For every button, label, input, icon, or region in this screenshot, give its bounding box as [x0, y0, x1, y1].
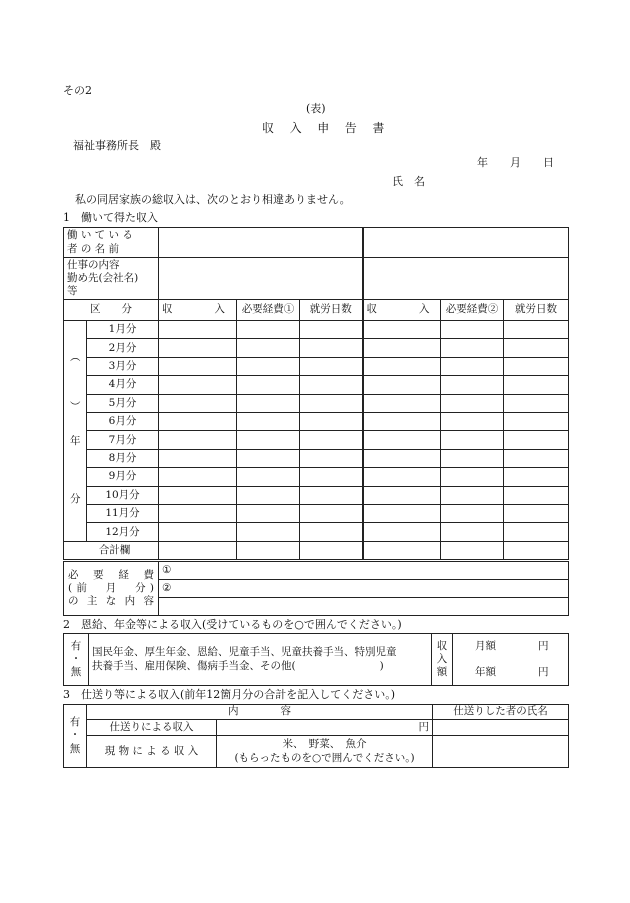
month-label: 8月分	[87, 449, 159, 467]
days-cell-a[interactable]	[300, 431, 363, 449]
income-cell-b[interactable]	[363, 486, 441, 504]
allowance-table	[63, 704, 569, 768]
income-cell-b[interactable]	[363, 394, 441, 412]
month-label: 2月分	[87, 339, 159, 357]
job-label	[64, 258, 159, 300]
yearly-amount-field[interactable]: 年額 円	[453, 660, 569, 686]
income-cell-a[interactable]	[159, 413, 237, 431]
expense-cell-a[interactable]	[237, 339, 300, 357]
month-row	[64, 339, 569, 357]
month-row	[64, 394, 569, 412]
no-mark: 無	[70, 666, 82, 679]
pension-types-line1: 国民年金、厚生年金、恩給、児童手当、児童扶養手当、特別児童	[92, 646, 397, 659]
income-cell-a[interactable]	[159, 449, 237, 467]
days-cell-b[interactable]	[504, 357, 569, 375]
days-cell-b[interactable]	[504, 321, 569, 339]
expense-cell-a[interactable]	[237, 376, 300, 394]
income-cell-a[interactable]	[159, 486, 237, 504]
inkind-income-label: 現 物 に よ る 収 入	[87, 736, 217, 768]
income-cell-a[interactable]	[159, 505, 237, 523]
expense-note-label-line2: (前 月 分)	[68, 581, 154, 594]
front-side-note: (表)	[306, 102, 326, 115]
month-row	[64, 357, 569, 375]
total-income-a[interactable]	[159, 542, 237, 560]
days-cell-a[interactable]	[300, 376, 363, 394]
month-row	[64, 486, 569, 504]
inkind-items-list: 米、 野菜、 魚介	[282, 738, 367, 751]
income-header-b: 収 入	[363, 300, 441, 321]
expense-cell-a[interactable]	[237, 357, 300, 375]
addressee: 福祉事務所長 殿	[73, 139, 161, 152]
yes-mark: 有	[70, 639, 82, 652]
total-expense-b[interactable]	[441, 542, 504, 560]
month-label: 7月分	[87, 431, 159, 449]
monthly-amount-field[interactable]: 月額 円	[453, 634, 569, 660]
expense-cell-b[interactable]	[441, 394, 504, 412]
worker-name-label-line2: 者 の 名 前	[67, 242, 120, 255]
month-row	[64, 505, 569, 523]
month-label: 11月分	[87, 505, 159, 523]
expense-cell-a[interactable]	[237, 321, 300, 339]
income-cell-a[interactable]	[159, 394, 237, 412]
worker-name-cell-b[interactable]	[363, 228, 569, 258]
yes-mark: 有	[69, 716, 81, 729]
pension-table	[63, 633, 569, 686]
job-label-line2: 勤め先(会社名)	[67, 271, 139, 284]
month-label: 5月分	[87, 394, 159, 412]
days-cell-b[interactable]	[504, 394, 569, 412]
expense-cell-b[interactable]	[441, 523, 504, 542]
month-row	[64, 376, 569, 394]
month-label: 4月分	[87, 376, 159, 394]
amount-label-char1: 収	[436, 639, 448, 652]
days-cell-b[interactable]	[504, 376, 569, 394]
month-label: 1月分	[87, 321, 159, 339]
days-header-b: 就労日数	[504, 300, 569, 321]
content-header: 内 容	[87, 705, 433, 720]
month-label: 12月分	[87, 523, 159, 542]
inkind-items[interactable]	[217, 736, 433, 768]
expense-cell-a[interactable]	[237, 468, 300, 486]
expense-cell-b[interactable]	[441, 468, 504, 486]
amount-label-char3: 額	[436, 666, 448, 679]
expense-note-3[interactable]	[159, 598, 569, 616]
expense-note-2[interactable]	[159, 580, 569, 598]
month-label: 6月分	[87, 413, 159, 431]
form-number: その2	[63, 84, 92, 97]
income-cell-a[interactable]	[159, 376, 237, 394]
income-cell-a[interactable]	[159, 357, 237, 375]
month-row	[64, 321, 569, 339]
month-label: 10月分	[87, 486, 159, 504]
inkind-items-note: (もらったものを○で囲んでください。)	[234, 751, 415, 764]
year-char: 年	[70, 435, 81, 447]
year-paren-open: ︵	[70, 351, 81, 363]
month-label: 3月分	[87, 357, 159, 375]
expense-cell-b[interactable]	[441, 339, 504, 357]
allowance-sender-name[interactable]	[433, 720, 569, 736]
income-cell-b[interactable]	[363, 357, 441, 375]
expense-cell-b[interactable]	[441, 505, 504, 523]
expense-cell-b[interactable]	[441, 449, 504, 467]
expense-cell-b[interactable]	[441, 376, 504, 394]
expense-cell-a[interactable]	[237, 431, 300, 449]
month-row	[64, 413, 569, 431]
sender-name-header: 仕送りした者の氏名	[433, 705, 569, 720]
section1-heading: 1 働いて得た収入	[63, 211, 158, 224]
inkind-sender-name[interactable]	[433, 736, 569, 768]
total-expense-a[interactable]	[237, 542, 300, 560]
days-cell-b[interactable]	[504, 413, 569, 431]
applicant-name-label[interactable]: 氏 名	[392, 175, 425, 188]
income-header-a: 収 入	[159, 300, 237, 321]
year-label[interactable]	[64, 321, 87, 542]
income-cell-a[interactable]	[159, 321, 237, 339]
total-days-a[interactable]	[300, 542, 363, 560]
circled-2-mark: ②	[162, 581, 172, 594]
days-header-a: 就労日数	[300, 300, 363, 321]
income-cell-b[interactable]	[363, 523, 441, 542]
days-cell-a[interactable]	[300, 486, 363, 504]
income-cell-b[interactable]	[363, 376, 441, 394]
expense-note-1[interactable]	[159, 562, 569, 580]
expense-cell-b[interactable]	[441, 431, 504, 449]
year-paren-close: ︶	[70, 401, 81, 413]
month-row	[64, 523, 569, 542]
expense-note-label-line1: 必 要 経 費	[68, 568, 154, 581]
expense-cell-b[interactable]	[441, 321, 504, 339]
job-cell-a[interactable]	[159, 258, 363, 300]
amount-label-char2: 入	[436, 652, 448, 665]
expense-cell-b[interactable]	[441, 357, 504, 375]
declaration-text: 私の同居家族の総収入は、次のとおり相違ありません。	[75, 193, 351, 206]
total-label: 合計欄	[64, 542, 159, 560]
days-cell-a[interactable]	[300, 321, 363, 339]
job-label-line3: 等	[67, 285, 78, 298]
page-title: 収 入 申 告 書	[262, 121, 387, 135]
expense-header-a: 必要経費①	[237, 300, 300, 321]
total-income-b[interactable]	[363, 542, 441, 560]
month-label: 9月分	[87, 468, 159, 486]
days-cell-a[interactable]	[300, 505, 363, 523]
expense-cell-a[interactable]	[237, 505, 300, 523]
worker-name-label	[64, 228, 159, 258]
month-row	[64, 449, 569, 467]
worker-name-label-line1: 働 い て い る	[67, 229, 133, 242]
days-cell-b[interactable]	[504, 449, 569, 467]
expense-cell-a[interactable]	[237, 486, 300, 504]
expense-notes-table	[63, 561, 569, 616]
separator-dot: ・	[69, 729, 81, 742]
days-cell-b[interactable]	[504, 505, 569, 523]
days-cell-a[interactable]	[300, 357, 363, 375]
days-cell-a[interactable]	[300, 394, 363, 412]
expense-cell-a[interactable]	[237, 523, 300, 542]
expense-cell-a[interactable]	[237, 394, 300, 412]
allowance-income-label: 仕送りによる収入	[87, 720, 217, 736]
days-cell-b[interactable]	[504, 486, 569, 504]
expense-cell-b[interactable]	[441, 486, 504, 504]
yen-unit: 円	[418, 720, 429, 733]
income-cell-b[interactable]	[363, 468, 441, 486]
income-cell-b[interactable]	[363, 413, 441, 431]
section3-heading: 3 仕送り等による収入(前年12箇月分の合計を記入してください。)	[63, 688, 396, 701]
income-cell-a[interactable]	[159, 339, 237, 357]
days-cell-a[interactable]	[300, 468, 363, 486]
job-label-line1: 仕事の内容	[67, 258, 120, 271]
income-cell-b[interactable]	[363, 449, 441, 467]
expense-cell-a[interactable]	[237, 449, 300, 467]
pension-types-line2: 扶養手当、雇用保険、傷病手当金、その他( )	[92, 659, 384, 672]
expense-note-label-line3: の 主 な 内 容	[68, 595, 154, 608]
income-cell-b[interactable]	[363, 505, 441, 523]
income-cell-b[interactable]	[363, 321, 441, 339]
income-cell-a[interactable]	[159, 523, 237, 542]
income-cell-a[interactable]	[159, 468, 237, 486]
days-cell-a[interactable]	[300, 339, 363, 357]
income-from-work-table	[63, 227, 569, 560]
income-amount-label	[432, 634, 453, 686]
expense-note-label	[64, 562, 159, 616]
days-cell-b[interactable]	[504, 431, 569, 449]
category-header: 区 分	[64, 300, 159, 321]
pension-yes-no[interactable]	[64, 634, 89, 686]
expense-cell-b[interactable]	[441, 413, 504, 431]
days-cell-b[interactable]	[504, 468, 569, 486]
days-cell-b[interactable]	[504, 523, 569, 542]
date-field[interactable]: 年 月 日	[477, 156, 554, 169]
separator-dot: ・	[70, 652, 82, 665]
allowance-amount-field[interactable]	[217, 720, 433, 736]
job-cell-b[interactable]	[363, 258, 569, 300]
days-cell-b[interactable]	[504, 339, 569, 357]
pension-types-list[interactable]	[89, 634, 432, 686]
income-cell-b[interactable]	[363, 431, 441, 449]
expense-cell-a[interactable]	[237, 413, 300, 431]
month-row	[64, 468, 569, 486]
total-days-b[interactable]	[504, 542, 569, 560]
no-mark: 無	[69, 742, 81, 755]
days-cell-a[interactable]	[300, 449, 363, 467]
allowance-yes-no[interactable]	[64, 705, 87, 768]
year-unit: 分	[70, 493, 81, 505]
days-cell-a[interactable]	[300, 413, 363, 431]
income-cell-a[interactable]	[159, 431, 237, 449]
income-cell-b[interactable]	[363, 339, 441, 357]
circled-1-mark: ①	[162, 563, 172, 576]
worker-name-cell-a[interactable]	[159, 228, 363, 258]
days-cell-a[interactable]	[300, 523, 363, 542]
month-row	[64, 431, 569, 449]
expense-header-b: 必要経費②	[441, 300, 504, 321]
section2-heading: 2 恩給、年金等による収入(受けているものを○で囲んでください。)	[63, 618, 402, 631]
